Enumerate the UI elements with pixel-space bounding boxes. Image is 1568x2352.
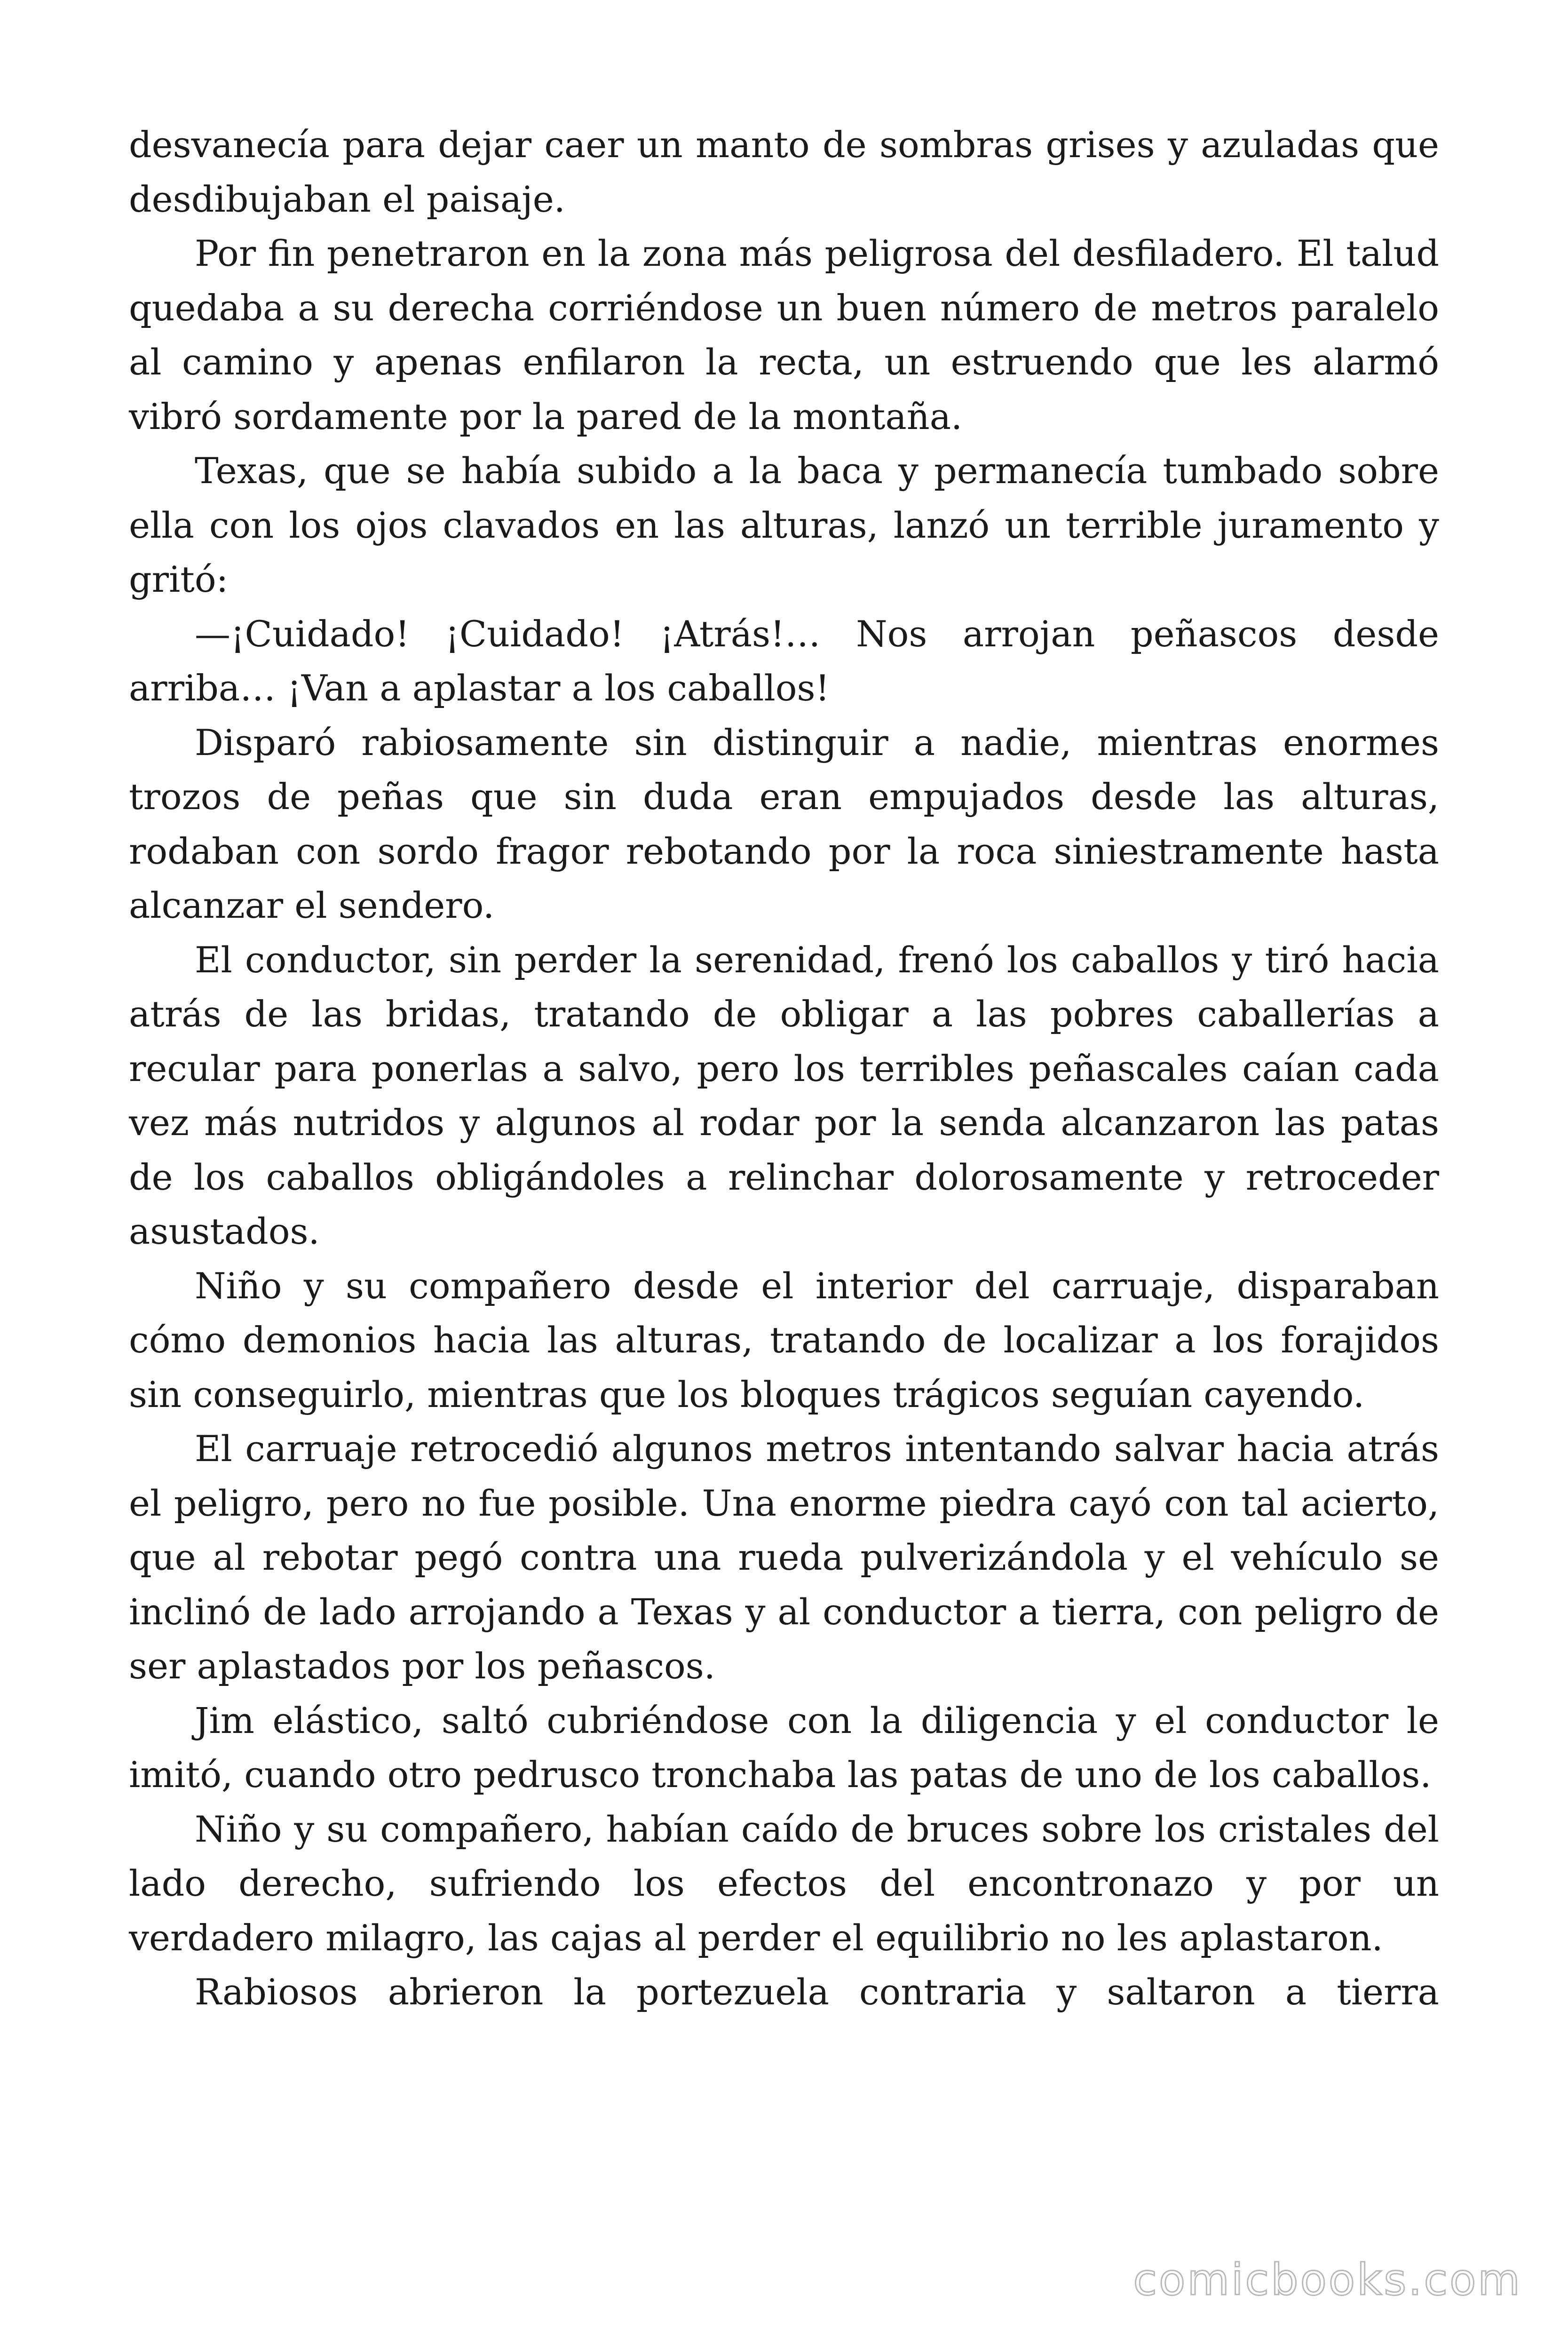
paragraph-3: Texas, que se había subido a la baca y permanecía tumbado sobre ella con los ojos clavados en las alturas, lanzó un terrible juramento y gritó: — [129, 450, 1439, 600]
paragraph-4: —¡Cuidado! ¡Cuidado! ¡Atrás!… Nos arrojan peñascos desde arriba… ¡Van a aplastar a los caballos! — [129, 612, 1439, 709]
paragraph-11: Rabiosos abrieron la portezuela contraria y saltaron a tierra — [195, 1971, 1439, 2013]
paragraph-8: El carruaje retrocedió algunos metros intentando salvar hacia atrás el peligro, pero no fue posible. Una enorme piedra cayó con tal acierto, que al rebotar pegó contra una rueda pulverizándola y el vehículo se inclinó de lado arrojando a Texas y al conductor a tierra, con peligro de ser aplastados por los peñascos. — [129, 1428, 1439, 1687]
page-body — [129, 118, 1439, 2019]
paragraph-6: El conductor, sin perder la serenidad, frenó los caballos y tiró hacia atrás de las bridas, tratando de obligar a las pobres caballerías a recular para ponerlas a salvo, pero los terribles peñascales caían cada vez más nutridos y algunos al rodar por la senda alcanzaron las patas de los caballos obligándoles a relinchar dolorosamente y retroceder asustados. — [129, 938, 1439, 1252]
paragraph-1: desvanecía para dejar caer un manto de sombras grises y azuladas que desdibujaban el paisaje. — [129, 124, 1439, 220]
watermark: comicbooks.com — [1133, 2255, 1522, 2305]
paragraph-9: Jim elástico, saltó cubriéndose con la diligencia y el conductor le imitó, cuando otro pedrusco tronchaba las patas de uno de los caballos. — [129, 1699, 1439, 1796]
paragraph-10: Niño y su compañero, habían caído de bruces sobre los cristales del lado derecho, sufriendo los efectos del encontronazo y por un verdadero milagro, las cajas al perder el equilibrio no les aplastaron. — [129, 1808, 1439, 1959]
paragraph-7: Niño y su compañero desde el interior del carruaje, disparaban cómo demonios hacia las alturas, tratando de localizar a los forajidos sin conseguirlo, mientras que los bloques trágicos seguían cayendo. — [129, 1264, 1439, 1415]
paragraph-2: Por fin penetraron en la zona más peligrosa del desfiladero. El talud quedaba a su derecha corriéndose un buen número de metros paralelo al camino y apenas enfilaron la recta, un estruendo que les alarmó vibró sordamente por la pared de la montaña. — [129, 232, 1439, 437]
paragraph-5: Disparó rabiosamente sin distinguir a nadie, mientras enormes trozos de peñas que sin duda eran empujados desde las alturas, rodaban con sordo fragor rebotando por la roca siniestramente hasta alcanzar el sendero. — [129, 721, 1439, 926]
